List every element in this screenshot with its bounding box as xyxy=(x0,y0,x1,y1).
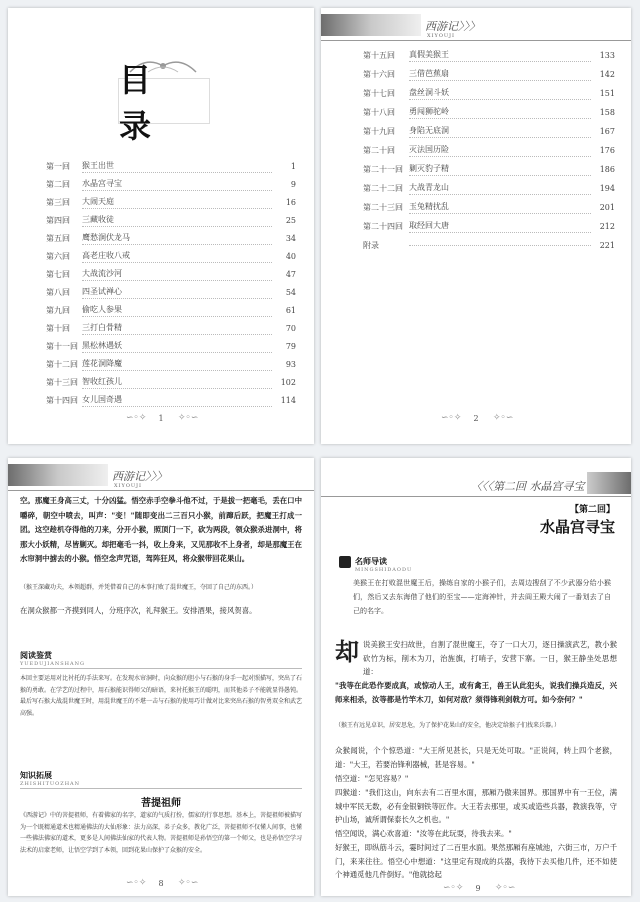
page-number: 1 xyxy=(158,414,164,423)
guide-text: 美猴王在打败混世魔王后，操练自家的小猴子们，去周边搜刮了不少武器分给小猴们，然后又去东海借了他们的至宝——定海神针，并去阎王殿大闹了一番划去了自己的名字。 xyxy=(353,579,611,615)
page-number: 8 xyxy=(158,879,164,888)
section-subtitle: YUEDUJIANSHANG xyxy=(20,661,85,667)
header-banner-image xyxy=(587,472,631,494)
toc-item[interactable]: 第二回 水晶宫寻宝 9 xyxy=(46,178,296,189)
section-title-reading: 阅读鉴赏 xyxy=(20,650,52,660)
chapter-tag: 【第二回】 xyxy=(569,505,615,515)
section-title-knowledge: 知识拓展 xyxy=(20,770,52,780)
footer-ornament-left-icon: ∽◦✧ xyxy=(443,883,464,893)
toc-item[interactable]: 第十二回 莲花洞降魔 93 xyxy=(46,358,296,369)
toc-item[interactable]: 第七回 大战流沙河 47 xyxy=(46,268,296,279)
toc-item[interactable]: 第十七回 盘丝洞斗妖 151 xyxy=(363,87,615,98)
guide-subtitle: MINGSHIDAODU xyxy=(355,567,413,573)
section-subtitle: ZHISHITUOZHAN xyxy=(20,781,81,787)
section-rule xyxy=(20,788,302,789)
footer-ornament-left-icon: ∽◦✧ xyxy=(126,413,147,423)
section-rule xyxy=(20,668,302,669)
header-rule xyxy=(321,40,631,41)
page-number: 9 xyxy=(475,884,481,893)
toc-item[interactable]: 第十四回 女儿国奇遇 114 xyxy=(46,394,296,405)
series-pinyin: XIYOUJI xyxy=(114,483,142,489)
footer-ornament-right-icon: ✧◦∽ xyxy=(178,413,199,423)
body-paragraph: 在洞众猴都一齐摸到同人，分班序次，礼拜猴王。安排酒果，接风贺喜。 xyxy=(20,606,257,615)
toc-item[interactable]: 第十回 三打白骨精 70 xyxy=(46,322,296,333)
toc-item[interactable]: 第二十四回 取经回大唐 212 xyxy=(363,220,615,231)
toc-item[interactable]: 第十九回 身陷无底洞 167 xyxy=(363,125,615,136)
header-rule xyxy=(8,490,314,491)
footer-ornament-left-icon: ∽◦✧ xyxy=(126,878,147,888)
header-banner-image xyxy=(8,464,108,486)
knowledge-heading: 菩提祖师 xyxy=(141,798,181,809)
toc-item[interactable]: 第二十三回 玉兔精扰乱 201 xyxy=(363,201,615,212)
page-number: 2 xyxy=(473,414,479,423)
toc-item[interactable]: 第二十二回 大战青龙山 194 xyxy=(363,182,615,193)
toc-item[interactable]: 第十六回 三借芭蕉扇 142 xyxy=(363,68,615,79)
series-logo: 西游记〉〉〉 xyxy=(425,20,480,33)
toc-item[interactable]: 第九回 偷吃人参果 61 xyxy=(46,304,296,315)
body-paragraph-emphasis: "我等在此恐作要成真，或惊动人王，或有禽王，兽王认此犯头，说我们操兵造反，兴师来相杀，汝等都是竹竿木刀，如何对敌？须得锋利剑戟方可。如今奈何？" xyxy=(335,681,617,704)
guide-title: 名师导读 xyxy=(355,556,387,566)
header-rule xyxy=(321,496,631,497)
toc-title: 目 录 xyxy=(118,78,210,124)
annotation-note: （猴王深藏功夫，本领超群，并凭借着自己的本事打败了混世魔王，夺回了自己的东西。） xyxy=(20,584,258,591)
footer-ornament-left-icon: ∽◦✧ xyxy=(441,413,462,423)
toc-item[interactable]: 第十一回 黑松林遇妖 79 xyxy=(46,340,296,351)
toc-item[interactable]: 第十三回 智收红孩儿 102 xyxy=(46,376,296,387)
series-pinyin: XIYOUJI xyxy=(427,33,455,39)
body-paragraph: 众猴闻说，个个惊恐道："大王所见甚长，只是无处可取。"正说间，转上四个老猴，道："大王，若要治锋利器械，甚是容易。" xyxy=(335,746,617,769)
book-icon xyxy=(339,556,351,568)
body-paragraph: 好猴王，即纵筋斗云，霎时间过了二百里水面。果然那厢有座城池，六街三市，万户千门，来来往往。悟空心中想道："这里定有现成的兵器，我待下去买他几件，还不如使个神通觅他几件倒好。"他就捻起 xyxy=(335,843,617,879)
header-banner-image xyxy=(321,14,421,36)
drop-cap: 却 xyxy=(335,637,359,666)
body-paragraph: 悟空道："怎见容易？" xyxy=(335,774,409,783)
toc-item[interactable]: 第三回 大闹天庭 16 xyxy=(46,196,296,207)
page-toc-2 xyxy=(321,8,631,444)
toc-item[interactable]: 第一回 猴王出世 1 xyxy=(46,160,296,171)
toc-item[interactable]: 附录 221 xyxy=(363,240,615,250)
footer-ornament-right-icon: ✧◦∽ xyxy=(493,413,514,423)
toc-item[interactable]: 第五回 鹰愁涧伏龙马 34 xyxy=(46,232,296,243)
body-paragraph: 四猴道："我们这山，向东去有二百里水面，那厢乃傲来国界。那国界中有一王位，满城中军民无数，必有金银铜铁等匠作。大王若去那里，或买或造些兵器，教演我等，守护山场，诚所谓保泰长久之机也。" xyxy=(335,788,617,824)
page-toc-1 xyxy=(8,8,314,444)
toc-item[interactable]: 第二十一回 剿灭豹子精 186 xyxy=(363,163,615,174)
series-logo: 西游记〉〉〉 xyxy=(112,470,167,483)
body-paragraph: 悟空闻说，满心欢喜道："汝等在此玩耍，待我去来。" xyxy=(335,829,512,838)
chapter-header-logo: 〈〈〈第二回 水晶宫寻宝 xyxy=(471,480,585,493)
toc-item[interactable]: 第十五回 真假美猴王 133 xyxy=(363,49,615,60)
toc-item[interactable]: 第四回 三藏收徒 25 xyxy=(46,214,296,225)
toc-item[interactable]: 第六回 高老庄收八戒 40 xyxy=(46,250,296,261)
section-text: 《西游记》中的菩提祖师，有着佛家的名字，道家的气质打扮，儒家的行事思想。基本上，菩提祖师被描写为一个既精通道术也精通佛法的大仙形象：法力高深，弟子众多，教化广泛，菩提祖师不仅懂人间事，也懂一些佛法佛家的道术，更多是人间佛法仙家的代表人物。菩提祖师是孙悟空的第一个师父，也是孙悟空学习法术的启蒙老师，让悟空学到了本领，回到花果山保护了众猴的安全。 xyxy=(20,812,303,854)
toc-item[interactable]: 第八回 四圣试禅心 54 xyxy=(46,286,296,297)
page-body-8 xyxy=(8,458,314,896)
toc-item[interactable]: 第二十回 灭法国历险 176 xyxy=(363,144,615,155)
toc-item[interactable]: 第十八回 勇闯狮驼岭 158 xyxy=(363,106,615,117)
annotation-note: （猴王有远见卓识，居安思危，为了保护花果山的安全，他决定给猴子们找来兵器。） xyxy=(335,722,561,729)
chapter-title: 水晶宫寻宝 xyxy=(539,518,615,536)
footer-ornament-right-icon: ✧◦∽ xyxy=(178,878,199,888)
footer-ornament-right-icon: ✧◦∽ xyxy=(495,883,516,893)
page-body-9 xyxy=(321,458,631,896)
body-paragraph: 空。那魔王身高三丈，十分凶猛。悟空赤手空拳斗他不过，于是拔一把毫毛，丢在口中嚼碎，朝空中喷去，叫声："变！"随即变出二三百只小猴，前蹿后跃，把魔王打成一团。这空趁机夺得他的刀来，分开小猴，照顶门一下，砍为两段，领众猴杀进洞中，将那大小妖精，尽皆剿灭。却把毫毛一抖，收上身来，又见那收不上身者，却是那魔王在水帘洞中掳去的小猴。悟空念声咒语，驾阵狂风，将众猴带回花果山。 xyxy=(20,496,302,564)
body-paragraph: 说美猴王安扫故世，自割了混世魔王，夺了一口大刀，逐日操演武艺，教小猴砍竹为标，削木为刀，治旌旗，打哨子，安营下寨。一日，猴王静坐处思想道： xyxy=(363,640,617,676)
section-text: 本回主要运用对比衬托的手法来写。在发现水帘洞时，向众猴的胆小与石猴的身手一起对照描写，突出了石猴的勇敢。在学艺的过程中，用石猴能识得师父的暗语，来衬托猴王的聪明，而其他弟子不能就显得愚钝。最后写石猴大战混世魔王时，用混世魔王的不堪一击与石猴的使用巧计做对比来突出石猴的智勇双全和武艺高强。 xyxy=(20,675,303,717)
